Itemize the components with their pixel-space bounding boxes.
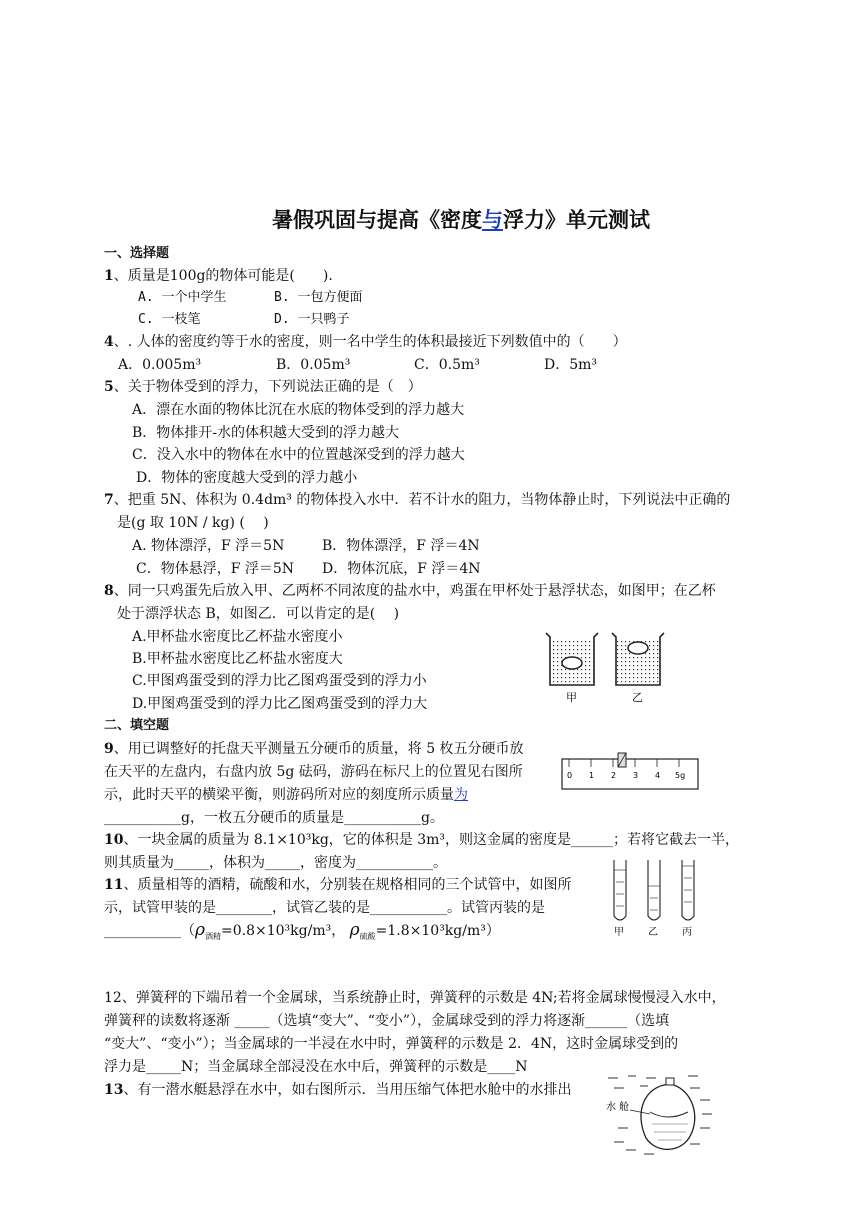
question-12-line3: “变大”、“变小”）；当金属球的一半浸在水中时，弹簧秤的示数是 2．4N，这时金属球受到的 — [104, 1036, 679, 1052]
q5-option-d: D．物体的密度越大受到的浮力越小 — [136, 470, 358, 486]
question-11-line3: $\_\_\_\_\_\_\_\_\_\_\_(\rho_{酒精}=0.8\times 10^3kg/m^3$， $\rho_{硫酸}=1.8\times 10^3kg/m^3$） — [104, 920, 500, 941]
question-5-stem: 5、关于物体受到的浮力，下列说法正确的是（ ） — [104, 379, 422, 395]
question-8-stem-cont: 处于漂浮状态 B，如图乙．可以肯定的是( ) — [117, 606, 400, 622]
q1-option-d: D. 一只鸭子 — [274, 312, 350, 327]
scale-tick-5: 5g — [675, 771, 686, 780]
tube-label-bing: 丙 — [682, 927, 692, 938]
question-7-stem-cont: 是(g 取 10N / kg) ( ) — [117, 515, 269, 531]
egg-yi — [628, 642, 648, 654]
question-12-line4: 浮力是_____N；当金属球全部浸没在水中后，弹簧秤的示数是____N — [104, 1059, 528, 1075]
q4-option-d: D．5m³ — [544, 357, 598, 373]
question-9-line2: 在天平的左盘内，右盘内放 5g 砝码，游码在标尺上的位置见右图所 — [104, 764, 523, 780]
question-7-stem: 7、把重 5N、体积为 0.4dm³ 的物体投入水中．若不计水的阻力，当物体静止时，下列说法中正确的 — [104, 492, 731, 508]
q8-option-c: C.甲图鸡蛋受到的浮力比乙图鸡蛋受到的浮力小 — [132, 673, 427, 689]
test-tubes-figure — [606, 858, 706, 938]
tube-label-jia: 甲 — [614, 927, 624, 938]
section-choice-heading: 一、选择题 — [104, 246, 170, 261]
question-12-line1: 12、弹簧秤的下端吊着一个金属球，当系统静止时，弹簧秤的示数是 4N;若将金属球慢慢浸入水中， — [104, 990, 726, 1006]
scale-tick-2: 2 — [611, 771, 617, 780]
egg-jia — [562, 657, 582, 669]
tube-yi — [648, 860, 660, 920]
question-8-stem: 8、同一只鸡蛋先后放入甲、乙两杯不同浓度的盐水中，鸡蛋在甲杯处于悬浮状态，如图甲；在乙杯 — [104, 583, 716, 599]
title-link[interactable]: 与 — [482, 207, 503, 232]
q5-option-c: C．没入水中的物体在水中的位置越深受到的浮力越大 — [132, 447, 465, 463]
beaker-label-yi: 乙 — [632, 691, 643, 704]
question-4-stem: 4、. 人体的密度约等于水的密度，则一名中学生的体积最接近下列数值中的（ ） — [104, 334, 627, 350]
scale-tick-3: 3 — [633, 771, 639, 780]
question-12-line2: 弹簧秤的读数将逐渐 _____（选填“变大”、“变小”），金属球受到的浮力将逐渐______（选填 — [104, 1013, 670, 1029]
q7-option-d: D．物体沉底，F 浮＝4N — [322, 561, 481, 577]
balance-scale-figure — [561, 751, 699, 791]
page-title: 暑假巩固与提高《密度与浮力》单元测试 — [272, 207, 650, 232]
beaker-jia — [546, 633, 598, 685]
q1-option-a: A. 一个中学生 — [138, 290, 227, 305]
beaker-label-jia: 甲 — [566, 691, 577, 704]
q1-option-c: C. 一枝笔 — [138, 312, 201, 327]
q9-link[interactable]: 为 — [454, 787, 468, 803]
q5-option-a: A．漂在水面的物体比沉在水底的物体受到的浮力越大 — [132, 402, 465, 418]
question-9-line3: 示，此时天平的横梁平衡，则游码所对应的刻度所示质量为 — [104, 787, 468, 803]
question-1-stem: 1、质量是100g的物体可能是( ). — [104, 268, 333, 284]
scale-tick-0: 0 — [567, 771, 573, 780]
scale-tick-1: 1 — [589, 771, 595, 780]
question-10-line2: 则其质量为_____，体积为_____，密度为___________。 — [104, 855, 447, 871]
question-10-line1: 10、一块金属的质量为 8.1×10³kg，它的体积是 3m³，则这金属的密度是______；若将它截去一半， — [104, 832, 740, 848]
q5-option-b: B．物体排开-水的体积越大受到的浮力越大 — [132, 425, 400, 441]
section-fill-heading: 二、填空题 — [104, 718, 170, 733]
beaker-figure — [540, 628, 670, 706]
scale-tick-4: 4 — [655, 771, 661, 780]
submarine-figure — [604, 1072, 716, 1156]
beaker-yi — [612, 633, 664, 685]
tube-jia — [614, 860, 626, 920]
question-9-line4: ___________g，一枚五分硬币的质量是___________g。 — [104, 810, 444, 826]
tube-label-yi: 乙 — [648, 927, 658, 938]
question-9-line1: 9、用已调整好的托盘天平测量五分硬币的质量，将 5 枚五分硬币放 — [104, 741, 524, 757]
q4-option-b: B．0.05m³ — [276, 357, 351, 373]
q8-option-b: B.甲杯盐水密度比乙杯盐水密度大 — [132, 651, 343, 667]
q8-option-d: D.甲图鸡蛋受到的浮力比乙图鸡蛋受到的浮力大 — [132, 696, 428, 712]
question-11-line2: 示，试管甲装的是________，试管乙装的是___________。试管丙装的是 — [104, 900, 545, 916]
q7-option-c: C．物体悬浮，F 浮＝5N — [136, 561, 295, 577]
q8-option-a: A.甲杯盐水密度比乙杯盐水密度小 — [132, 629, 343, 645]
cabin-label: 水 舱 — [606, 1102, 630, 1113]
question-13-line1: 13、有一潜水艇悬浮在水中，如右图所示．当用压缩气体把水舱中的水排出 — [104, 1082, 572, 1098]
q7-option-b: B．物体漂浮，F 浮＝4N — [322, 538, 480, 554]
q1-option-b: B. 一包方便面 — [274, 290, 363, 305]
q7-option-a: A. 物体漂浮，F 浮＝5N — [132, 538, 285, 554]
question-11-line1: 11、质量相等的酒精，硫酸和水，分别装在规格相同的三个试管中，如图所 — [104, 877, 572, 893]
q4-option-c: C．0.5m³ — [414, 357, 480, 373]
q4-option-a: A．0.005m³ — [118, 357, 202, 373]
